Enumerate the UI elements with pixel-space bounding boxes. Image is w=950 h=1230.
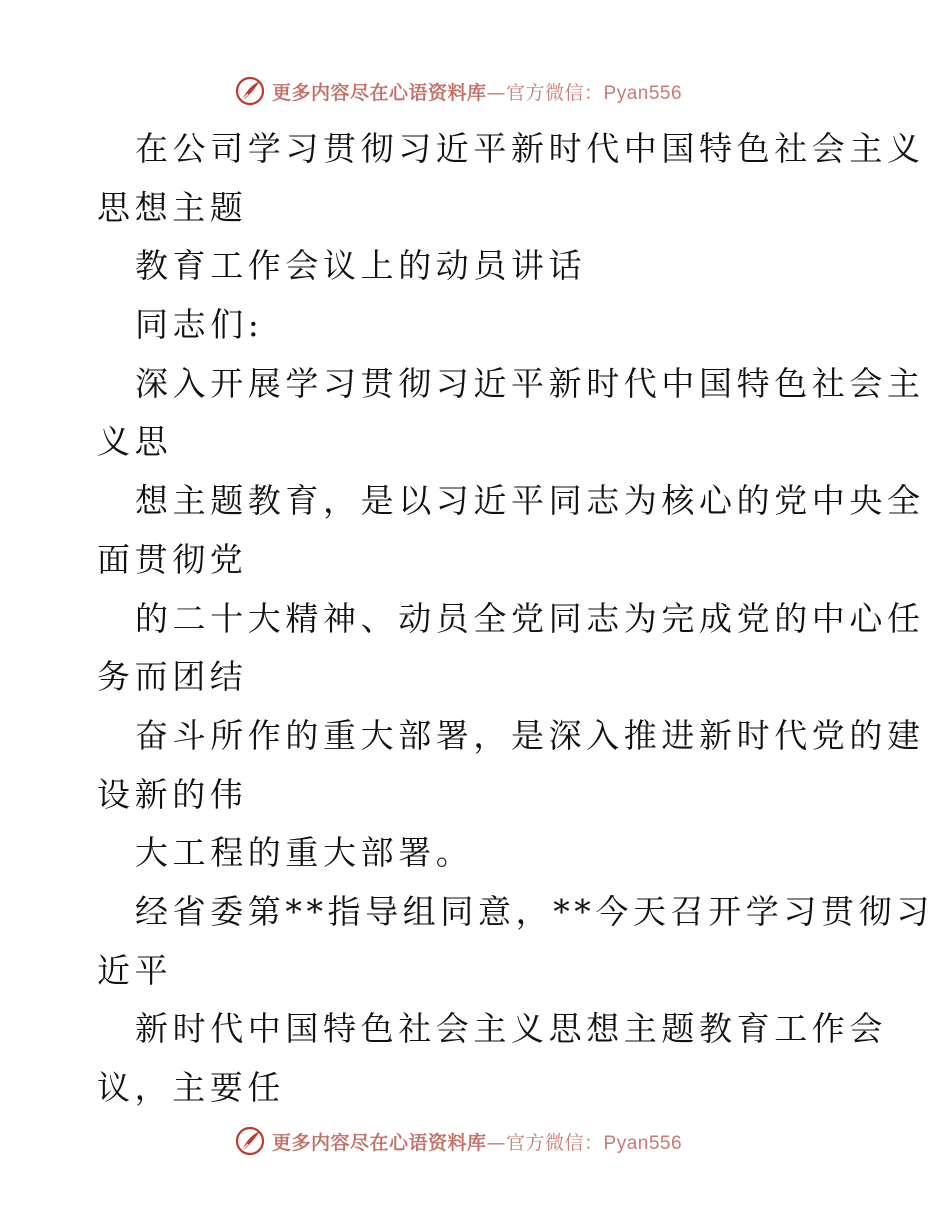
text-line: 奋斗所作的重大部署，是深入推进新时代党的建 [135,715,925,755]
text-line: 义思 [97,422,173,462]
feather-pen-logo-icon [234,75,266,107]
text-line: 经省委第**指导组同意，**今天召开学习贯彻习 [135,891,934,931]
text-line: 大工程的重大部署。 [135,833,474,873]
text-line: 同志们: [135,305,264,345]
text-line: 在公司学习贯彻习近平新时代中国特色社会主义 [135,129,925,168]
document-body [97,120,934,1118]
text-line: 面贯彻党 [97,539,248,579]
text-line: 议，主要任 [97,1068,285,1107]
text-line: 的二十大精神、动员全党同志为完成党的中心任 [135,598,925,638]
text-line: 近平 [97,950,173,990]
text-line: 设新的伟 [97,774,248,814]
text-line: 深入开展学习贯彻习近平新时代中国特色社会主 [135,363,925,403]
watermark-header [234,74,682,108]
text-line: 想主题教育，是以习近平同志为核心的党中央全 [135,481,925,521]
feather-pen-logo-icon [234,1125,266,1157]
watermark-footer [234,1124,682,1158]
text-line: 教育工作会议上的动员讲话 [135,246,587,286]
text-line: 新时代中国特色社会主义思想主题教育工作会 [135,1009,887,1049]
text-line: 务而团结 [97,657,248,697]
text-line: 思想主题 [97,187,248,227]
watermark-text: 更多内容尽在心语资料库—官方微信：Pyan556 [272,81,683,104]
watermark-text: 更多内容尽在心语资料库—官方微信：Pyan556 [272,1131,683,1154]
